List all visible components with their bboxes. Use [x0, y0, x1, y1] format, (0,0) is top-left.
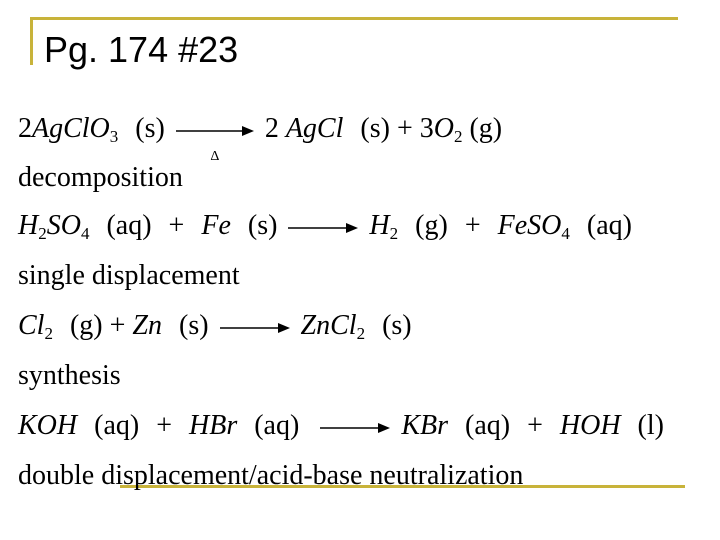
product-formula: KBr — [401, 410, 448, 441]
frame-left-rule — [30, 17, 33, 65]
subscript: 4 — [561, 224, 570, 243]
state-label: (aq) — [94, 410, 140, 441]
reactant-formula: H — [18, 210, 39, 241]
reaction-arrow — [288, 221, 358, 235]
state-label: (l) — [637, 410, 664, 441]
state-label: (s) — [135, 113, 165, 144]
product-formula: H — [369, 210, 390, 241]
coefficient: 2 — [264, 113, 286, 144]
plus-sign: + — [109, 310, 126, 341]
state-label: (g) — [69, 310, 103, 341]
reactant-formula: Fe — [201, 210, 231, 241]
coefficient: 2 — [18, 113, 32, 144]
state-label: (g) — [469, 113, 503, 144]
reaction-type-label: double displacement/acid-base neutralization — [18, 460, 524, 491]
product-formula: HOH — [559, 410, 621, 441]
reaction-type-label: single displacement — [18, 260, 240, 291]
product-formula: FeSO — [497, 210, 562, 241]
product-formula: AgCl — [285, 113, 344, 144]
state-label: (s) — [382, 310, 412, 341]
subscript: 2 — [356, 324, 366, 343]
plus-sign: + — [156, 410, 172, 441]
plus-sign: + — [396, 113, 413, 144]
reaction-type-label: synthesis — [18, 360, 121, 391]
product-formula: ZnCl — [300, 310, 357, 341]
reactant-formula: Zn — [132, 310, 162, 341]
state-label: (aq) — [106, 210, 152, 241]
state-label: (aq) — [586, 210, 632, 241]
reaction-arrow — [176, 124, 254, 164]
state-label: (s) — [360, 113, 390, 144]
equation-decomposition — [18, 113, 503, 164]
state-label: (aq) — [254, 410, 300, 441]
frame-top-rule — [30, 17, 678, 20]
reaction-type-label: decomposition — [18, 162, 183, 193]
subscript: 4 — [80, 224, 90, 243]
state-label: (aq) — [465, 410, 511, 441]
plus-sign: + — [527, 410, 543, 441]
reactant-formula: KOH — [18, 410, 78, 441]
slide-title: Pg. 174 #23 — [44, 29, 239, 70]
state-label: (s) — [179, 310, 209, 341]
subscript: 2 — [453, 127, 463, 146]
reaction-arrow — [220, 321, 290, 335]
reactant-formula: SO — [46, 210, 81, 241]
plus-sign: + — [168, 210, 185, 241]
subscript: 2 — [44, 324, 53, 343]
reactant-formula: Cl — [18, 310, 45, 341]
reaction-arrow — [320, 421, 390, 435]
reactant-formula: HBr — [189, 410, 238, 441]
state-label: (g) — [415, 210, 448, 241]
heat-symbol: Δ — [210, 148, 220, 164]
product-formula: O — [433, 113, 454, 144]
subscript: 2 — [389, 224, 399, 243]
subscript: 2 — [38, 224, 47, 243]
equation-synthesis — [18, 310, 412, 342]
reactant-formula: AgClO — [32, 113, 110, 144]
plus-sign: + — [464, 210, 481, 241]
equation-single-displacement — [18, 210, 632, 242]
equation-double-displacement — [18, 410, 664, 442]
coefficient: 3 — [419, 113, 434, 144]
state-label: (s) — [247, 210, 278, 241]
subscript: 3 — [109, 127, 119, 146]
